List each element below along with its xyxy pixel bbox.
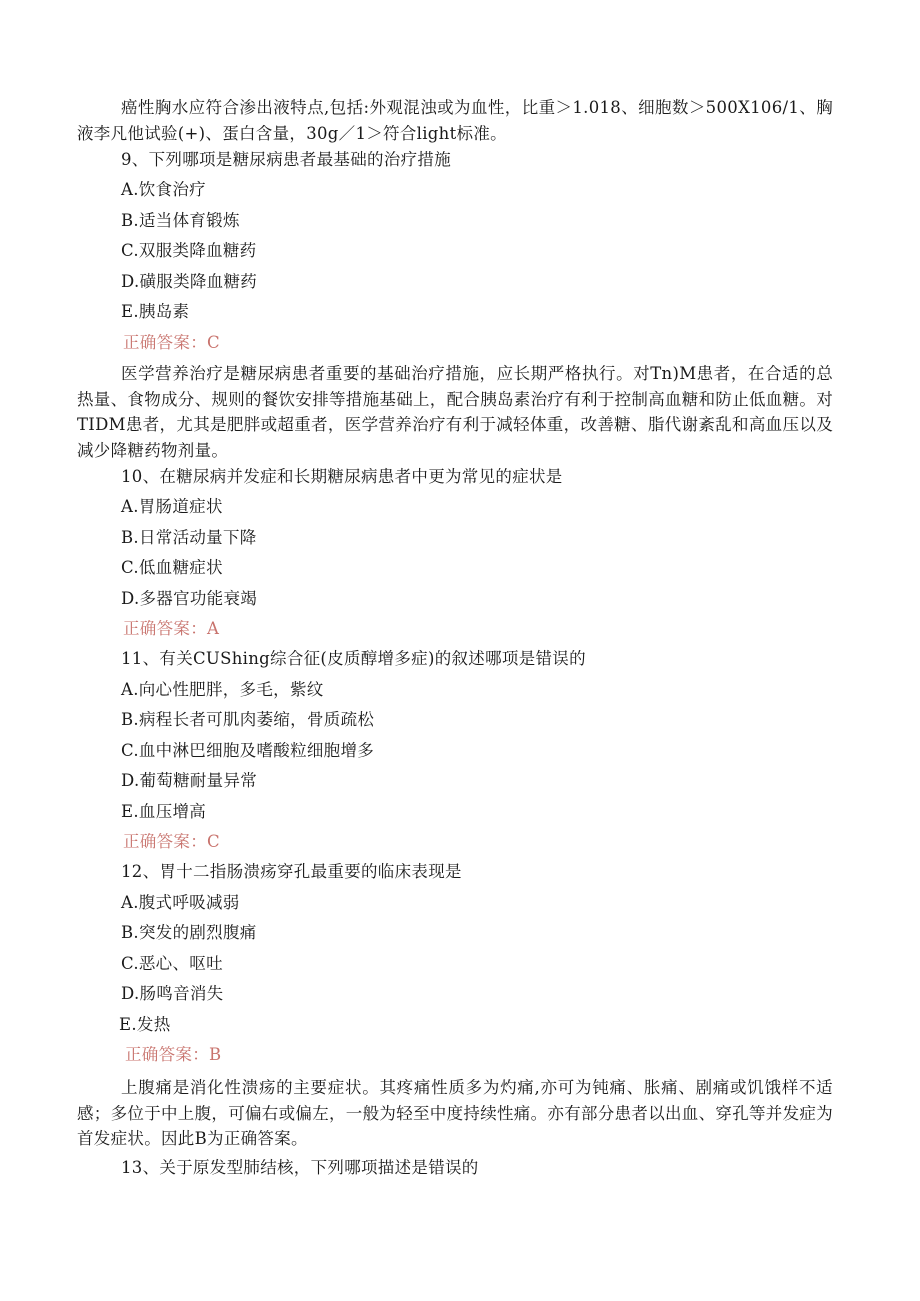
question-stem: 12、胃十二指肠溃疡穿孔最重要的临床表现是 bbox=[121, 862, 462, 881]
option-item: C.低血糖症状 bbox=[121, 558, 223, 577]
option-item: B.适当体育锻炼 bbox=[121, 211, 240, 230]
option-item: E.胰岛素 bbox=[121, 302, 190, 321]
correct-answer: 正确答案：B bbox=[125, 1045, 222, 1064]
option-item: E.发热 bbox=[119, 1015, 171, 1034]
option-item: D.葡萄糖耐量异常 bbox=[121, 771, 258, 790]
option-item: D.多器官功能衰竭 bbox=[121, 589, 258, 608]
explanation-paragraph: 上腹痛是消化性溃疡的主要症状。其疼痛性质多为灼痛,亦可为钝痛、胀痛、剧痛或饥饿样不适感；多位于中上腹，可偏右或偏左，一般为轻至中度持续性痛。亦有部分患者以出血、穿孔等并发症为首发症状。因此B为正确答案。 bbox=[77, 1078, 833, 1148]
option-item: B.病程长者可肌肉萎缩，骨质疏松 bbox=[121, 710, 375, 729]
question-stem: 11、有关CUShing综合征(皮质醇增多症)的叙述哪项是错误的 bbox=[121, 649, 586, 668]
correct-answer: 正确答案：A bbox=[123, 619, 220, 638]
option-item: D.磺服类降血糖药 bbox=[121, 272, 258, 291]
correct-answer: 正确答案：C bbox=[123, 832, 220, 851]
option-item: B.日常活动量下降 bbox=[121, 528, 257, 547]
option-item: A.向心性肥胖，多毛，紫纹 bbox=[121, 680, 324, 699]
option-item: A.胃肠道症状 bbox=[121, 497, 223, 516]
question-stem: 9、下列哪项是糖尿病患者最基础的治疗措施 bbox=[121, 150, 451, 169]
option-item: D.肠鸣音消失 bbox=[121, 984, 224, 1003]
option-item: E.血压增高 bbox=[121, 802, 207, 821]
option-item: B.突发的剧烈腹痛 bbox=[121, 923, 257, 942]
option-item: C.恶心、呕吐 bbox=[121, 954, 223, 973]
explanation-paragraph: 医学营养治疗是糖尿病患者重要的基础治疗措施，应长期严格执行。对Tn)M患者，在合适的总热量、食物成分、规则的餐饮安排等措施基础上，配合胰岛素治疗有利于控制高血糖和防止低血糖。对TIDM患者，尤其是肥胖或超重者，医学营养治疗有利于减轻体重，改善糖、脂代谢紊乱和高血压以及减少降糖药物剂量。 bbox=[77, 364, 833, 460]
option-item: A.腹式呼吸减弱 bbox=[121, 893, 240, 912]
question-stem: 10、在糖尿病并发症和长期糖尿病患者中更为常见的症状是 bbox=[121, 467, 563, 486]
option-item: C.双服类降血糖药 bbox=[121, 241, 257, 260]
option-item: C.血中淋巴细胞及嗜酸粒细胞增多 bbox=[121, 741, 375, 760]
option-item: A.饮食治疗 bbox=[121, 180, 206, 199]
question-stem: 13、关于原发型肺结核，下列哪项描述是错误的 bbox=[121, 1158, 479, 1177]
correct-answer: 正确答案：C bbox=[123, 333, 220, 352]
explanation-paragraph: 癌性胸水应符合渗出液特点,包括:外观混浊或为血性，比重＞1.018、细胞数＞500X106/1、胸液李凡他试验(+)、蛋白含量，30g／1＞符合light标准。 bbox=[77, 98, 833, 143]
